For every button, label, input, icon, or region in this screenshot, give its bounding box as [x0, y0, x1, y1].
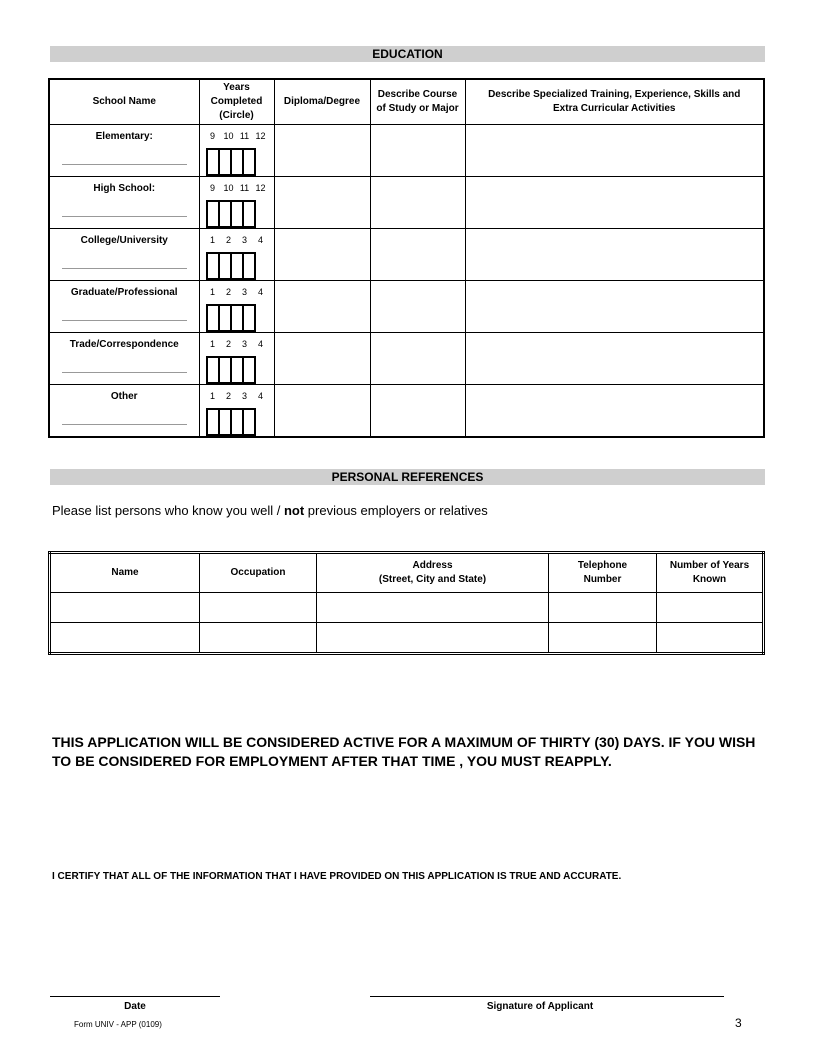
reference-name-cell[interactable] [50, 593, 200, 623]
header-school-name: School Name [49, 79, 199, 125]
school-name-cell[interactable] [49, 385, 199, 438]
year-option[interactable]: 9 [209, 183, 215, 193]
year-option[interactable]: 3 [241, 235, 247, 245]
education-row [49, 333, 764, 385]
references-note: Please list persons who know you well / not previous employers or relatives [52, 503, 488, 518]
references-header-row [50, 553, 764, 593]
training-cell[interactable] [465, 125, 764, 177]
header-course: Describe Course of Study or Major [370, 79, 465, 125]
diploma-cell[interactable] [274, 281, 370, 333]
school-name-line[interactable] [62, 268, 187, 269]
diploma-cell[interactable] [274, 125, 370, 177]
date-label: Date [124, 1001, 146, 1012]
year-option[interactable]: 1 [209, 235, 215, 245]
year-box[interactable] [242, 408, 256, 436]
year-option[interactable]: 2 [225, 235, 231, 245]
course-cell[interactable] [370, 385, 465, 438]
years-completed-cell [199, 177, 274, 229]
education-row [49, 229, 764, 281]
year-option[interactable]: 1 [209, 391, 215, 401]
diploma-cell[interactable] [274, 385, 370, 438]
school-level-label: High School: [93, 183, 156, 194]
years-completed-cell [199, 229, 274, 281]
year-option[interactable]: 2 [225, 391, 231, 401]
education-row [49, 385, 764, 438]
school-name-line[interactable] [62, 424, 187, 425]
year-option[interactable]: 12 [255, 131, 266, 141]
course-cell[interactable] [370, 229, 465, 281]
references-table [48, 551, 765, 655]
years-options [200, 125, 274, 141]
signature-line[interactable] [370, 996, 724, 997]
school-name-cell[interactable] [49, 333, 199, 385]
course-cell[interactable] [370, 125, 465, 177]
header-diploma: Diploma/Degree [274, 79, 370, 125]
school-level-label: Trade/Correspondence [69, 339, 179, 350]
year-option[interactable]: 4 [257, 235, 263, 245]
years-completed-cell [199, 385, 274, 438]
education-row [49, 281, 764, 333]
years-boxes [206, 408, 254, 436]
year-box[interactable] [242, 252, 256, 280]
reference-years-cell[interactable] [657, 623, 764, 654]
year-option[interactable]: 1 [209, 339, 215, 349]
year-option[interactable]: 1 [209, 287, 215, 297]
header-telephone: Telephone Number [549, 553, 657, 593]
year-option[interactable]: 10 [223, 131, 234, 141]
education-row [49, 177, 764, 229]
training-cell[interactable] [465, 177, 764, 229]
reference-row [50, 623, 764, 654]
years-boxes [206, 148, 254, 176]
year-option[interactable]: 11 [239, 183, 250, 193]
year-option[interactable]: 11 [239, 131, 250, 141]
course-cell[interactable] [370, 281, 465, 333]
header-years-known: Number of Years Known [657, 553, 764, 593]
reference-address-cell[interactable] [317, 623, 549, 654]
years-boxes [206, 304, 254, 332]
school-name-cell[interactable] [49, 125, 199, 177]
header-years-completed: Years Completed (Circle) [199, 79, 274, 125]
year-box[interactable] [242, 200, 256, 228]
school-name-line[interactable] [62, 372, 187, 373]
years-completed-cell [199, 125, 274, 177]
year-option[interactable]: 4 [257, 287, 263, 297]
year-option[interactable]: 4 [257, 339, 263, 349]
years-completed-cell [199, 281, 274, 333]
diploma-cell[interactable] [274, 229, 370, 281]
years-completed-cell [199, 333, 274, 385]
school-name-line[interactable] [62, 320, 187, 321]
school-level-label: College/University [80, 235, 168, 246]
school-name-cell[interactable] [49, 229, 199, 281]
years-options [200, 177, 274, 193]
page-number: 3 [735, 1016, 742, 1030]
education-header-row [49, 79, 764, 125]
reference-telephone-cell[interactable] [549, 593, 657, 623]
date-line[interactable] [50, 996, 220, 997]
header-address: Address (Street, City and State) [317, 553, 549, 593]
training-cell[interactable] [465, 385, 764, 438]
school-name-cell[interactable] [49, 281, 199, 333]
form-id: Form UNIV - APP (0109) [74, 1020, 162, 1029]
education-section-title: EDUCATION [50, 46, 765, 62]
header-occupation: Occupation [200, 553, 317, 593]
years-boxes [206, 252, 254, 280]
reference-address-cell[interactable] [317, 593, 549, 623]
course-cell[interactable] [370, 333, 465, 385]
diploma-cell[interactable] [274, 333, 370, 385]
years-options [200, 229, 274, 245]
reference-occupation-cell[interactable] [200, 593, 317, 623]
year-box[interactable] [242, 304, 256, 332]
reference-occupation-cell[interactable] [200, 623, 317, 654]
header-training: Describe Specialized Training, Experience, Skills and Extra Curricular Activities [465, 79, 764, 125]
year-box[interactable] [242, 356, 256, 384]
years-boxes [206, 200, 254, 228]
year-option[interactable]: 10 [223, 183, 234, 193]
year-option[interactable]: 2 [225, 287, 231, 297]
school-level-label: Other [110, 391, 138, 402]
references-section-title: PERSONAL REFERENCES [50, 469, 765, 485]
year-option[interactable]: 9 [209, 131, 215, 141]
training-cell[interactable] [465, 281, 764, 333]
year-option[interactable]: 12 [255, 183, 266, 193]
education-row [49, 125, 764, 177]
training-cell[interactable] [465, 229, 764, 281]
certification-statement: I CERTIFY THAT ALL OF THE INFORMATION THAT I HAVE PROVIDED ON THIS APPLICATION IS TRUE AND ACCURATE. [52, 871, 622, 882]
year-option[interactable]: 3 [241, 339, 247, 349]
year-option[interactable]: 3 [241, 391, 247, 401]
diploma-cell[interactable] [274, 177, 370, 229]
school-name-line[interactable] [62, 164, 187, 165]
header-name: Name [50, 553, 200, 593]
reference-row [50, 593, 764, 623]
school-level-label: Elementary: [95, 131, 153, 142]
reference-years-cell[interactable] [657, 593, 764, 623]
year-option[interactable]: 2 [225, 339, 231, 349]
reference-telephone-cell[interactable] [549, 623, 657, 654]
years-options [200, 281, 274, 297]
years-options [200, 385, 274, 401]
reference-name-cell[interactable] [50, 623, 200, 654]
school-name-line[interactable] [62, 216, 187, 217]
year-option[interactable]: 4 [257, 391, 263, 401]
education-table [48, 78, 765, 438]
school-level-label: Graduate/Professional [70, 287, 178, 298]
year-box[interactable] [242, 148, 256, 176]
training-cell[interactable] [465, 333, 764, 385]
year-option[interactable]: 3 [241, 287, 247, 297]
years-boxes [206, 356, 254, 384]
years-options [200, 333, 274, 349]
school-name-cell[interactable] [49, 177, 199, 229]
course-cell[interactable] [370, 177, 465, 229]
signature-label: Signature of Applicant [486, 1001, 594, 1012]
active-notice: THIS APPLICATION WILL BE CONSIDERED ACTIVE FOR A MAXIMUM OF THIRTY (30) DAYS. IF YOU WISH TO BE CONSIDERED FOR EMPLOYMENT AFTER THAT TIME , YOU MUST REAPPLY. [52, 734, 756, 769]
